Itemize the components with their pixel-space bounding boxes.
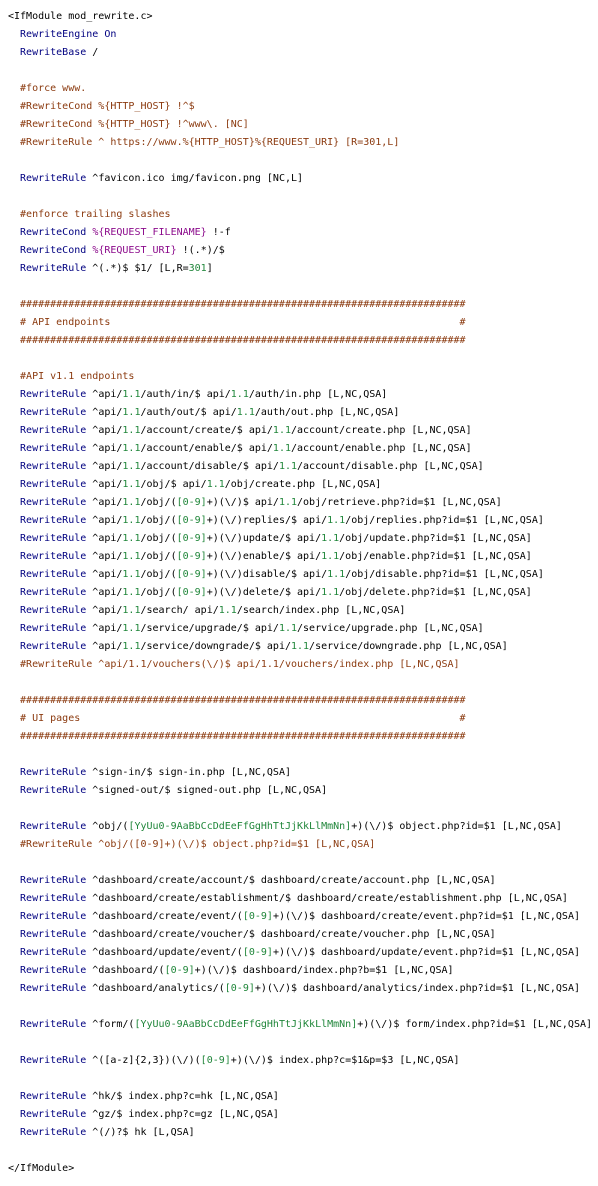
code-token: RewriteBase bbox=[8, 47, 87, 58]
code-token: ^api/ bbox=[86, 461, 123, 472]
code-token: ^api/ bbox=[86, 425, 123, 436]
code-token: [0-9] bbox=[176, 551, 207, 562]
code-line bbox=[8, 278, 598, 296]
code-token: 1.1 bbox=[122, 605, 141, 616]
code-token: # UI pages # bbox=[8, 713, 466, 724]
code-token: 1.1 bbox=[122, 533, 141, 544]
code-token: ^api/ bbox=[86, 551, 123, 562]
code-token: /service/downgrade.php [L,NC,QSA] bbox=[309, 641, 508, 652]
code-token: ^dashboard/create/account/$ dashboard/create/account.php [L,NC,QSA] bbox=[86, 875, 496, 886]
code-token: 1.1 bbox=[122, 461, 141, 472]
code-token: [0-9] bbox=[242, 947, 273, 958]
code-token: ^api/ bbox=[86, 533, 123, 544]
code-token: !(.*)/$ bbox=[176, 245, 225, 256]
code-token: 1.1 bbox=[278, 461, 298, 472]
code-line bbox=[8, 1160, 598, 1178]
code-token: ^dashboard/create/event/( bbox=[86, 911, 243, 922]
code-token: [0-9] bbox=[176, 515, 207, 526]
code-token: 1.1 bbox=[206, 479, 225, 490]
code-token: +)(\/)$ object.php?id=$1 [L,NC,QSA] bbox=[351, 821, 562, 832]
code-line bbox=[8, 386, 598, 404]
code-token: +)(\/)$ dashboard/create/event.php?id=$1 [L,NC,QSA] bbox=[272, 911, 580, 922]
code-token: ########################################################################## bbox=[8, 695, 466, 706]
code-line bbox=[8, 764, 598, 782]
code-token: 1.1 bbox=[122, 623, 141, 634]
code-line bbox=[8, 8, 598, 26]
code-token: 1.1 bbox=[290, 641, 310, 652]
code-token: RewriteRule bbox=[8, 1055, 87, 1066]
code-line bbox=[8, 728, 598, 746]
code-token: [0-9] bbox=[176, 533, 207, 544]
code-line bbox=[8, 638, 598, 656]
code-line bbox=[8, 674, 598, 692]
code-token: /service/upgrade/$ api/ bbox=[140, 623, 279, 634]
code-line bbox=[8, 332, 598, 350]
code-token: RewriteRule bbox=[8, 623, 87, 634]
code-token: RewriteRule bbox=[8, 1019, 87, 1030]
code-token: ^api/ bbox=[86, 587, 123, 598]
code-token: RewriteRule bbox=[8, 587, 87, 598]
code-token: #force www. bbox=[8, 83, 87, 94]
code-token: [YyUu0-9AaBbCcDdEeFfGgHhTtJjKkLlMmNn] bbox=[128, 821, 352, 832]
code-token: /auth/in/$ api/ bbox=[140, 389, 231, 400]
code-token: #RewriteCond %{HTTP_HOST} !^www\. [NC] bbox=[8, 119, 249, 130]
code-line bbox=[8, 116, 598, 134]
code-token: /obj/delete.php?id=$1 [L,NC,QSA] bbox=[339, 587, 532, 598]
code-token: +)(\/)update/$ api/ bbox=[206, 533, 322, 544]
code-line bbox=[8, 818, 598, 836]
code-token: ^obj/( bbox=[86, 821, 129, 832]
code-line bbox=[8, 854, 598, 872]
code-token: RewriteRule bbox=[8, 407, 87, 418]
code-line bbox=[8, 1142, 598, 1160]
code-line bbox=[8, 134, 598, 152]
code-block bbox=[8, 8, 598, 1178]
code-token: /auth/out/$ api/ bbox=[140, 407, 237, 418]
code-line bbox=[8, 404, 598, 422]
code-token: RewriteRule bbox=[8, 479, 87, 490]
code-line bbox=[8, 566, 598, 584]
code-token: RewriteRule bbox=[8, 875, 87, 886]
code-token: RewriteRule bbox=[8, 569, 87, 580]
code-token: RewriteRule bbox=[8, 515, 87, 526]
code-token: ^api/ bbox=[86, 641, 123, 652]
code-token: 1.1 bbox=[321, 551, 340, 562]
code-token: 1.1 bbox=[122, 425, 141, 436]
code-line bbox=[8, 224, 598, 242]
code-line bbox=[8, 458, 598, 476]
code-token: /obj/$ api/ bbox=[140, 479, 207, 490]
code-token: #RewriteRule ^api/1.1/vouchers(\/)$ api/1.1/vouchers/index.php [L,NC,QSA] bbox=[8, 659, 460, 670]
code-token: 1.1 bbox=[230, 389, 249, 400]
code-token: +)(\/)replies/$ api/ bbox=[206, 515, 328, 526]
code-token: On bbox=[104, 29, 117, 40]
code-token: /obj/( bbox=[140, 587, 177, 598]
code-token: ########################################################################## bbox=[8, 299, 466, 310]
code-token: /account/enable/$ api/ bbox=[140, 443, 273, 454]
code-token: RewriteRule bbox=[8, 1109, 87, 1120]
code-line bbox=[8, 782, 598, 800]
code-token: RewriteRule bbox=[8, 497, 87, 508]
code-line bbox=[8, 1034, 598, 1052]
code-token: ^favicon.ico img/favicon.png [NC,L] bbox=[86, 173, 304, 184]
code-token: ^dashboard/create/establishment/$ dashboard/create/establishment.php [L,NC,QSA] bbox=[86, 893, 568, 904]
code-line bbox=[8, 368, 598, 386]
code-token: ^hk/$ index.php?c=hk [L,NC,QSA] bbox=[86, 1091, 279, 1102]
code-token: </IfModule> bbox=[8, 1163, 75, 1174]
code-line bbox=[8, 98, 598, 116]
code-line bbox=[8, 800, 598, 818]
code-line bbox=[8, 710, 598, 728]
code-line bbox=[8, 1016, 598, 1034]
code-token: RewriteRule bbox=[8, 1091, 87, 1102]
code-token: 1.1 bbox=[272, 425, 291, 436]
code-token: ^dashboard/update/event/( bbox=[86, 947, 243, 958]
code-token: +)(\/)$ form/index.php?id=$1 [L,NC,QSA] bbox=[357, 1019, 593, 1030]
code-token: /account/disable/$ api/ bbox=[140, 461, 279, 472]
code-token: /obj/update.php?id=$1 [L,NC,QSA] bbox=[339, 533, 532, 544]
code-line bbox=[8, 440, 598, 458]
code-token: RewriteCond bbox=[8, 227, 87, 238]
code-line bbox=[8, 296, 598, 314]
code-token: #API v1.1 endpoints bbox=[8, 371, 135, 382]
code-token: ^api/ bbox=[86, 479, 123, 490]
code-token: RewriteRule bbox=[8, 947, 87, 958]
code-token: ^signed-out/$ signed-out.php [L,NC,QSA] bbox=[86, 785, 328, 796]
code-line bbox=[8, 926, 598, 944]
code-token: [0-9] bbox=[242, 911, 273, 922]
code-token: #RewriteCond %{HTTP_HOST} !^$ bbox=[8, 101, 195, 112]
code-token: /obj/enable.php?id=$1 [L,NC,QSA] bbox=[339, 551, 532, 562]
code-token: RewriteRule bbox=[8, 389, 87, 400]
code-token: ^api/ bbox=[86, 569, 123, 580]
code-token: 1.1 bbox=[321, 587, 340, 598]
code-token: +)(\/)$ api/ bbox=[206, 497, 279, 508]
code-token: 1.1 bbox=[122, 407, 141, 418]
code-token: RewriteRule bbox=[8, 173, 87, 184]
code-token: RewriteRule bbox=[8, 263, 87, 274]
code-token: +)(\/)$ dashboard/update/event.php?id=$1 [L,NC,QSA] bbox=[272, 947, 580, 958]
code-line bbox=[8, 1088, 598, 1106]
code-token: RewriteRule bbox=[8, 785, 87, 796]
code-line bbox=[8, 170, 598, 188]
code-token: +)(\/)delete/$ api/ bbox=[206, 587, 322, 598]
code-token: RewriteEngine bbox=[8, 29, 99, 40]
code-token: [0-9] bbox=[200, 1055, 231, 1066]
code-token: +)(\/)$ dashboard/analytics/index.php?id=$1 [L,NC,QSA] bbox=[254, 983, 580, 994]
code-token: [0-9] bbox=[176, 497, 207, 508]
code-line bbox=[8, 998, 598, 1016]
code-token: ^sign-in/$ sign-in.php [L,NC,QSA] bbox=[86, 767, 291, 778]
code-token: /account/create.php [L,NC,QSA] bbox=[290, 425, 472, 436]
code-token: /obj/create.php [L,NC,QSA] bbox=[224, 479, 382, 490]
code-token: [YyUu0-9AaBbCcDdEeFfGgHhTtJjKkLlMmNn] bbox=[134, 1019, 358, 1030]
code-token: ^api/ bbox=[86, 407, 123, 418]
code-token: RewriteRule bbox=[8, 443, 87, 454]
code-line bbox=[8, 44, 598, 62]
code-token: #enforce trailing slashes bbox=[8, 209, 171, 220]
code-token: 1.1 bbox=[321, 533, 340, 544]
code-token: +)(\/)$ dashboard/index.php?b=$1 [L,NC,QSA] bbox=[194, 965, 454, 976]
code-token: /account/create/$ api/ bbox=[140, 425, 273, 436]
code-token: RewriteRule bbox=[8, 533, 87, 544]
code-token: 1.1 bbox=[122, 587, 141, 598]
code-line bbox=[8, 1124, 598, 1142]
code-token: [0-9] bbox=[176, 569, 207, 580]
code-token: 1.1 bbox=[122, 497, 141, 508]
code-token: +)(\/)enable/$ api/ bbox=[206, 551, 322, 562]
code-token: /obj/( bbox=[140, 533, 177, 544]
code-token: 1.1 bbox=[122, 515, 141, 526]
code-line bbox=[8, 152, 598, 170]
code-token: /obj/( bbox=[140, 551, 177, 562]
code-line bbox=[8, 242, 598, 260]
code-token: ^(/)?$ hk [L,QSA] bbox=[86, 1127, 195, 1138]
code-token: RewriteRule bbox=[8, 605, 87, 616]
code-token: /service/upgrade.php [L,NC,QSA] bbox=[297, 623, 484, 634]
code-token: <IfModule mod_rewrite.c> bbox=[8, 11, 153, 22]
code-line bbox=[8, 962, 598, 980]
code-line bbox=[8, 62, 598, 80]
code-token: /account/disable.php [L,NC,QSA] bbox=[297, 461, 484, 472]
code-token: #RewriteRule ^ https://www.%{HTTP_HOST}%{REQUEST_URI} [R=301,L] bbox=[8, 137, 400, 148]
code-token: ^api/ bbox=[86, 443, 123, 454]
code-token: RewriteRule bbox=[8, 767, 87, 778]
code-token: RewriteRule bbox=[8, 911, 87, 922]
code-token: ########################################################################## bbox=[8, 335, 466, 346]
code-token: RewriteRule bbox=[8, 983, 87, 994]
code-token: #RewriteRule ^obj/([0-9]+)(\/)$ object.php?id=$1 [L,NC,QSA] bbox=[8, 839, 376, 850]
code-token: RewriteCond bbox=[8, 245, 87, 256]
code-token: RewriteRule bbox=[8, 965, 87, 976]
code-token: ^api/ bbox=[86, 389, 123, 400]
code-token: 1.1 bbox=[272, 443, 291, 454]
code-token: /obj/disable.php?id=$1 [L,NC,QSA] bbox=[345, 569, 544, 580]
code-line bbox=[8, 512, 598, 530]
code-token: [0-9] bbox=[176, 587, 207, 598]
code-line bbox=[8, 1106, 598, 1124]
code-token: RewriteRule bbox=[8, 929, 87, 940]
code-line bbox=[8, 980, 598, 998]
code-line bbox=[8, 836, 598, 854]
code-token: /service/downgrade/$ api/ bbox=[140, 641, 291, 652]
code-token: RewriteRule bbox=[8, 641, 87, 652]
code-token: /obj/retrieve.php?id=$1 [L,NC,QSA] bbox=[297, 497, 502, 508]
code-token: ^form/( bbox=[86, 1019, 135, 1030]
code-token: 1.1 bbox=[327, 515, 346, 526]
code-token: +)(\/)$ index.php?c=$1&p=$3 [L,NC,QSA] bbox=[230, 1055, 460, 1066]
code-line bbox=[8, 602, 598, 620]
code-line bbox=[8, 530, 598, 548]
code-token: /auth/in.php [L,NC,QSA] bbox=[248, 389, 388, 400]
code-token: 1.1 bbox=[122, 479, 141, 490]
code-token: RewriteRule bbox=[8, 461, 87, 472]
code-token: ^gz/$ index.php?c=gz [L,NC,QSA] bbox=[86, 1109, 279, 1120]
code-line bbox=[8, 890, 598, 908]
code-line bbox=[8, 584, 598, 602]
code-token: 1.1 bbox=[122, 551, 141, 562]
code-token: RewriteRule bbox=[8, 551, 87, 562]
code-token: ^dashboard/create/voucher/$ dashboard/create/voucher.php [L,NC,QSA] bbox=[86, 929, 496, 940]
code-token: !-f bbox=[206, 227, 231, 238]
code-token: [0-9] bbox=[164, 965, 195, 976]
code-token: %{REQUEST_FILENAME} bbox=[92, 227, 207, 238]
code-line bbox=[8, 1052, 598, 1070]
code-token: / bbox=[86, 47, 99, 58]
code-token: RewriteRule bbox=[8, 821, 87, 832]
code-token: ^api/ bbox=[86, 623, 123, 634]
code-token: /obj/( bbox=[140, 497, 177, 508]
code-token: 301 bbox=[188, 263, 207, 274]
code-line bbox=[8, 908, 598, 926]
code-line bbox=[8, 620, 598, 638]
code-token: 1.1 bbox=[278, 497, 298, 508]
code-token: ^dashboard/( bbox=[86, 965, 165, 976]
code-line bbox=[8, 314, 598, 332]
code-token: /account/enable.php [L,NC,QSA] bbox=[290, 443, 472, 454]
code-token: ^api/ bbox=[86, 515, 123, 526]
code-token: 1.1 bbox=[218, 605, 237, 616]
code-token: 1.1 bbox=[122, 389, 141, 400]
code-line bbox=[8, 1070, 598, 1088]
code-line bbox=[8, 350, 598, 368]
code-line bbox=[8, 26, 598, 44]
code-line bbox=[8, 548, 598, 566]
code-token: # API endpoints # bbox=[8, 317, 466, 328]
code-line bbox=[8, 692, 598, 710]
code-token: /search/index.php [L,NC,QSA] bbox=[236, 605, 406, 616]
code-token: [0-9] bbox=[224, 983, 255, 994]
code-line bbox=[8, 422, 598, 440]
code-token: 1.1 bbox=[236, 407, 255, 418]
code-line bbox=[8, 188, 598, 206]
code-line bbox=[8, 872, 598, 890]
code-token: 1.1 bbox=[122, 569, 141, 580]
code-token: ^([a-z]{2,3})(\/)( bbox=[86, 1055, 201, 1066]
code-token: /search/ api/ bbox=[140, 605, 219, 616]
code-line bbox=[8, 206, 598, 224]
code-line bbox=[8, 80, 598, 98]
code-token: ^api/ bbox=[86, 605, 123, 616]
code-token: /auth/out.php [L,NC,QSA] bbox=[254, 407, 400, 418]
code-token: ########################################################################## bbox=[8, 731, 466, 742]
code-line bbox=[8, 260, 598, 278]
code-token: 1.1 bbox=[122, 443, 141, 454]
code-line bbox=[8, 476, 598, 494]
code-token: 1.1 bbox=[327, 569, 346, 580]
code-token: /obj/replies.php?id=$1 [L,NC,QSA] bbox=[345, 515, 544, 526]
code-token: +)(\/)disable/$ api/ bbox=[206, 569, 328, 580]
code-token: ^(.*)$ $1/ [L,R= bbox=[86, 263, 189, 274]
code-token: RewriteRule bbox=[8, 893, 87, 904]
code-token: ^api/ bbox=[86, 497, 123, 508]
code-token: ^dashboard/analytics/( bbox=[86, 983, 225, 994]
code-token: /obj/( bbox=[140, 569, 177, 580]
code-token: %{REQUEST_URI} bbox=[92, 245, 177, 256]
code-line bbox=[8, 746, 598, 764]
code-token: RewriteRule bbox=[8, 425, 87, 436]
code-token: /obj/( bbox=[140, 515, 177, 526]
code-token: 1.1 bbox=[122, 641, 141, 652]
code-token: RewriteRule bbox=[8, 1127, 87, 1138]
code-line bbox=[8, 944, 598, 962]
code-line bbox=[8, 656, 598, 674]
code-line bbox=[8, 494, 598, 512]
code-token: 1.1 bbox=[278, 623, 298, 634]
code-token: ] bbox=[206, 263, 213, 274]
